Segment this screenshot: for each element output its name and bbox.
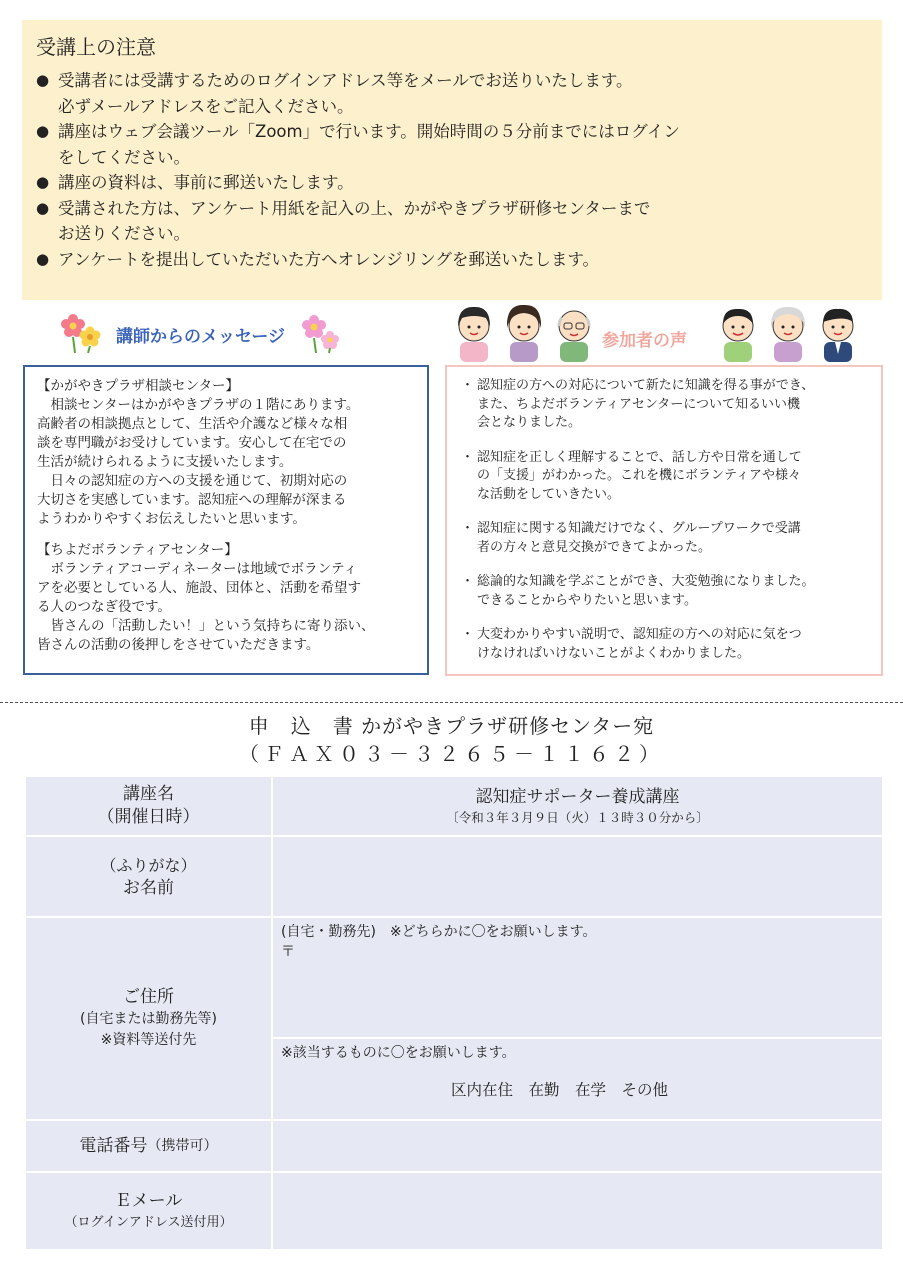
address-row [26,918,882,1121]
section-title: 【ちよだボランティアセンター】 [37,542,238,558]
form-title: 申 込 書 かがやきプラザ研修センター宛 [248,714,655,738]
phone-row [26,1121,882,1173]
voice-text: 認知症を正しく理解することで、話し方や日常を通して の「支援」がわかった。これを機にボランティアや様々 な活動をしていきたい。 [477,449,802,502]
voice-item: ・ 総論的な知識を学ぶことができ、大変勉強になりました。 できることからやりたいと思います。 [461,573,873,610]
notice-text: アンケートを提出していただいた方へオレンジリングを郵送いたします。 [58,249,600,269]
course-date-label: （開催日時） [97,807,200,827]
cut-line [0,702,903,703]
residence-category [273,1039,882,1105]
voice-text: 総論的な知識を学ぶことができ、大変勉強になりました。 できることからやりたいと思います。 [477,574,815,608]
phone-input[interactable] [273,1121,882,1171]
bullet: ● [36,198,50,217]
bullet: ● [36,173,50,191]
phone-label: 電話番号 [79,1135,148,1156]
section-title: 【かがやきプラザ相談センター】 [37,378,239,394]
address-note: ※資料等送付先 [100,1032,197,1048]
notice-box [22,20,882,300]
course-row [26,777,882,837]
section-text: 相談センターはかがやきプラザの１階にあります。 高齢者の相談拠点として、生活や介護など様々な相 談を専門職がお受けしています。安心して在宅での 生活が続けられるように支援いたします。 日々の認知症の方への支援を通じて、初期対応の 大切さを実感しています。認知症への理解が深まる ようわかりやすくお伝えしたいと思います。 [37,397,360,527]
email-row [26,1173,882,1249]
address-input[interactable] [273,918,882,1039]
address-label: ご住所 [123,987,174,1007]
instructor-heading [60,312,400,356]
notice-item [36,247,868,273]
notice-text: 受講者には受講するためのログインアドレス等をメールでお送りいたします。 必ずメールアドレスをご記入ください。 [58,71,633,116]
form-fax: （ＦＡＸ０３－３２６５－１１６２） [239,742,664,766]
email-input[interactable] [273,1173,882,1249]
email-sub-label: （ログインアドレス送付用） [64,1214,233,1230]
name-input[interactable] [273,837,882,916]
notice-text: 受講された方は、アンケート用紙を記入の上、かがやきプラザ研修センターまで お送りください。 [58,198,651,243]
voice-item: ・ 大変わかりやすい説明で、認知症の方への対応に気をつ けなければいけないことがよくわかりました。 [461,626,873,663]
address-sub-label: (自宅または勤務先等) [80,1011,217,1027]
notice-text: 講座はウェブ会議ツール「Zoom」で行います。開始時間の５分前までにはログイン をしてください。 [58,122,680,167]
address-type-note: (自宅・勤務先) ※どちらかに〇をお願いします。 [281,924,597,940]
participants-voices-box [445,365,883,676]
instructor-heading-text: 講師からのメッセージ [116,326,285,347]
voice-item: ・ 認知症に関する知識だけでなく、グループワークで受講 者の方々と意見交換ができてよかった。 [461,520,873,557]
application-form [26,777,882,1249]
participants-heading [452,300,872,362]
residence-options[interactable]: 区内在住 在勤 在学 その他 [451,1081,669,1099]
applicable-note: ※該当するものに〇をお願いします。 [281,1045,516,1061]
phone-sub-label: （携帯可） [147,1138,218,1154]
email-label-cell [26,1173,273,1249]
voice-item: ・ 認知症を正しく理解することで、話し方や日常を通して の「支援」がわかった。これを機にボランティアや様々 な活動をしていきたい。 [461,449,873,505]
address-label-cell [26,918,273,1119]
course-date: 〔令和３年３月９日（火）１３時３０分から〕 [446,809,709,825]
bullet: ● [36,71,50,89]
bullet: ● [36,249,50,268]
section-text: ボランティアコーディネーターは地域でボランティ アを必要としている人、施設、団体と、活動を希望す る人のつなぎ役です。 皆さんの「活動したい！」という気持ちに寄り添い、 皆さんの活動の後押しをさせていただきます。 [37,561,375,653]
name-row [26,837,882,918]
course-value-cell [273,777,882,835]
notice-title: 受講上の注意 [36,35,156,59]
course-name: 認知症サポーター養成講座 [475,786,680,807]
voice-item: ・ 認知症の方への対応について新たに知識を得る事ができ、 また、ちよだボランティアセンターについて知るいい機 会となりました。 [461,377,873,433]
voice-text: 認知症の方への対応について新たに知識を得る事ができ、 また、ちよだボランティアセンターについて知るいい機 会となりました。 [477,378,815,430]
instructor-message-box [23,365,429,675]
notice-item [36,170,868,196]
flowers-icon [299,313,341,355]
course-label-cell [26,777,273,835]
notice-item [36,196,868,247]
notice-item [36,119,868,170]
flowers-icon [60,313,102,355]
voice-text: 認知症に関する知識だけでなく、グループワークで受講 者の方々と意見交換ができてよかった。 [477,521,801,555]
participants-heading-text: 参加者の声 [602,331,687,351]
name-label-cell [26,837,273,916]
name-label: お名前 [123,877,174,898]
bullet: ● [36,122,50,140]
email-label: Ｅメール [114,1190,183,1211]
phone-label-cell [26,1121,273,1171]
notice-item [36,68,868,119]
furigana-label: （ふりがな） [100,855,197,875]
course-label: 講座名 [123,784,174,804]
voice-text: 大変わかりやすい説明で、認知症の方への対応に気をつ けなければいけないことがよくわかりました。 [477,627,802,661]
postal-mark: 〒 [281,944,295,960]
notice-text: 講座の資料は、事前に郵送いたします。 [58,173,354,192]
